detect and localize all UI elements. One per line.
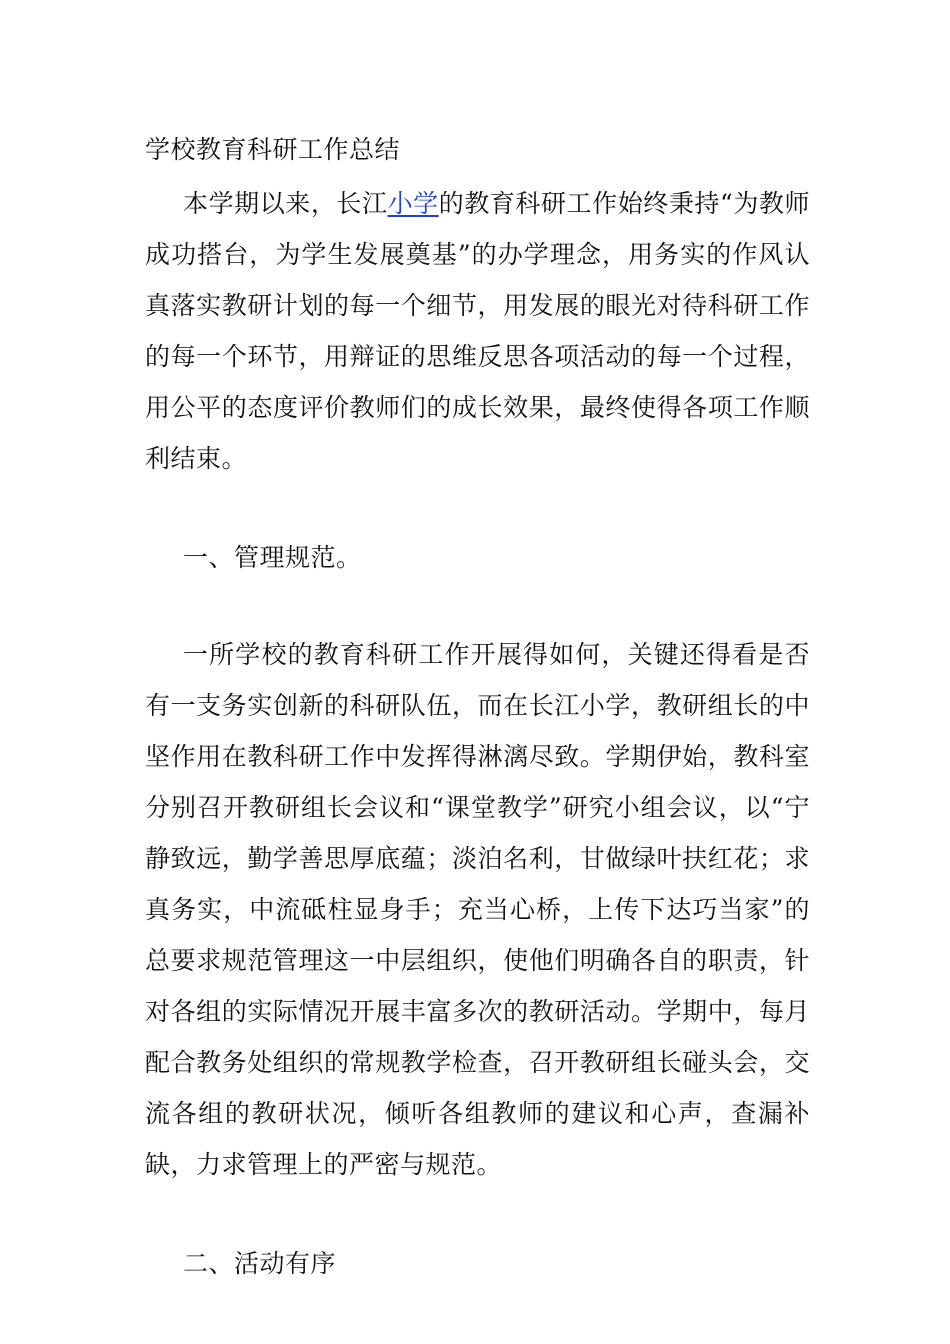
intro-paragraph: [145, 178, 810, 484]
document-title: 学校教育科研工作总结: [145, 135, 401, 164]
intro-text-after-link: 的教育科研工作始终秉持“为教师成功搭台，为学生发展奠基”的办学理念，用务实的作风认真落实教研计划的每一个细节，用发展的眼光对待科研工作的每一个环节，用辩证的思维反思各项活动的每一个过程，用公平的态度评价教师们的成长效果，最终使得各项工作顺利结束。: [145, 189, 810, 473]
school-link[interactable]: 小学: [387, 189, 439, 218]
section-2-heading: 二、活动有序: [183, 1249, 337, 1278]
document-content: [145, 128, 810, 1289]
intro-text-before-link: 本学期以来，长江: [183, 189, 388, 218]
section-1-paragraph: 一所学校的教育科研工作开展得如何，关键还得看是否有一支务实创新的科研队伍，而在长江小学，教研组长的中坚作用在教科研工作中发挥得淋漓尽致。学期伊始，教科室分别召开教研组长会议和“课堂教学”研究小组会议，以“宁静致远，勤学善思厚底蕴；淡泊名利，甘做绿叶扶红花；求真务实，中流砥柱显身手；充当心桥，上传下达巧当家”的总要求规范管理这一中层组织，使他们明确各自的职责，针对各组的实际情况开展丰富多次的教研活动。学期中，每月配合教务处组织的常规教学检查，召开教研组长碰头会，交流各组的教研状况，倾听各组教师的建议和心声，查漏补缺，力求管理上的严密与规范。: [145, 640, 810, 1179]
section-1-heading: 一、管理规范。: [183, 543, 362, 572]
